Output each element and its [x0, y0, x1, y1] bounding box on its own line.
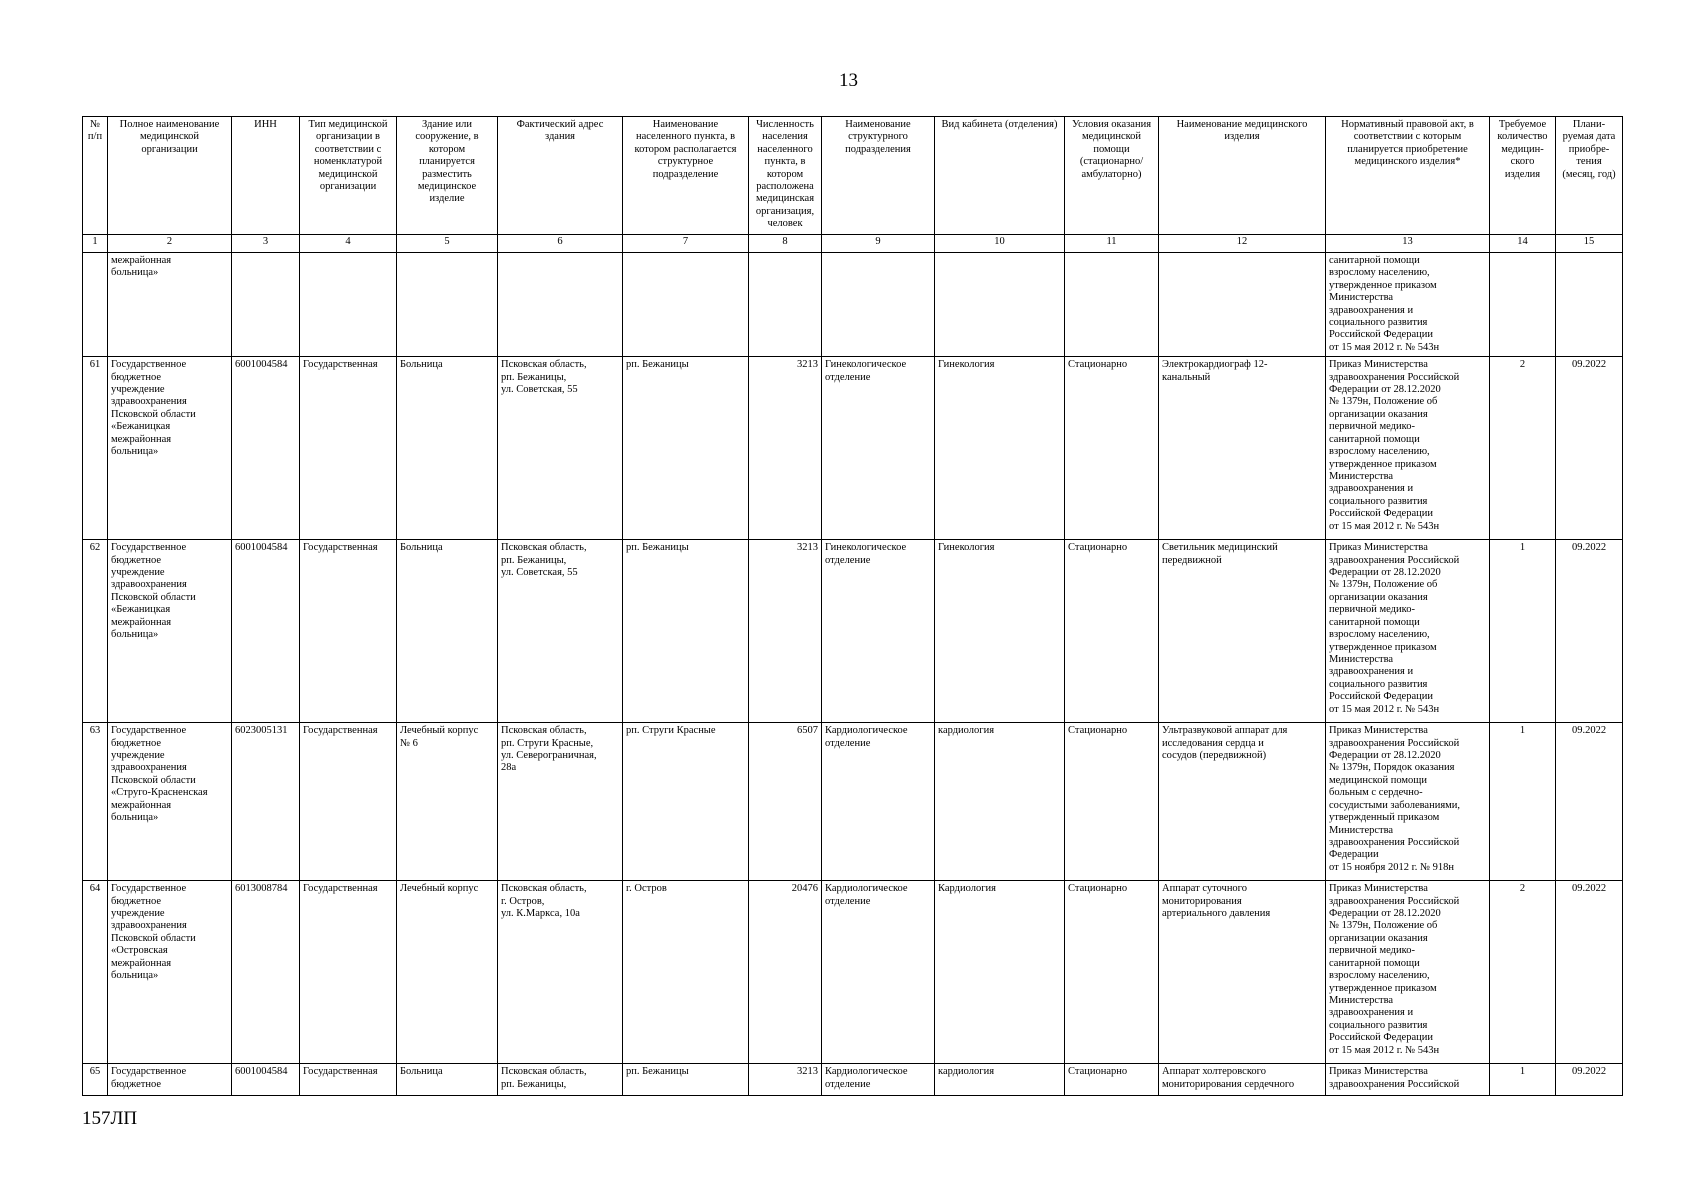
device-cell: Ультразвуковой аппарат для исследования сердца и сосудов (передвижной) — [1159, 723, 1326, 881]
table-row — [83, 357, 1623, 540]
org-name-cell: Государственное бюджетное — [108, 1064, 232, 1096]
header-cell: Наименование медицинского изделия — [1159, 117, 1326, 235]
address-cell: Псковская область, рп. Бежаницы, ул. Советская, 55 — [498, 357, 623, 540]
legal-act-cell: Приказ Министерства здравоохранения Российской Федерации от 28.12.2020 № 1379н, Порядок оказания медицинской помощи больным с сердечно- сосудистыми заболеваниями, утвержденный приказом Министерства здравоохранения Российской Федерации от 15 ноября 2012 г. № 918н — [1326, 723, 1490, 881]
population-cell: 6507 — [749, 723, 822, 881]
quantity-cell: 1 — [1490, 723, 1556, 881]
population-cell: 3213 — [749, 540, 822, 723]
row-number: 65 — [83, 1064, 108, 1096]
inn-cell: 6001004584 — [232, 357, 300, 540]
device-cell: Электрокардиограф 12- канальный — [1159, 357, 1326, 540]
header-row — [83, 117, 1623, 235]
header-cell: Тип медицинской организации в соответствии с номенклатурой медицинской организации — [300, 117, 397, 235]
column-number: 8 — [749, 235, 822, 253]
header-cell: Численность населения населенного пункта, в котором расположена медицинская организация, человек — [749, 117, 822, 235]
row-number: 61 — [83, 357, 108, 540]
org-name-cell: Государственное бюджетное учреждение здравоохранения Псковской области «Островская межрайонная больница» — [108, 881, 232, 1064]
date-cell: 09.2022 — [1556, 357, 1623, 540]
column-number: 11 — [1065, 235, 1159, 253]
locality-cell: г. Остров — [623, 881, 749, 1064]
legal-act-cell: Приказ Министерства здравоохранения Российской Федерации от 28.12.2020 № 1379н, Положение об организации оказания первичной медико- санитарной помощи взрослому населению, утвержденное приказом Министерства здравоохранения и социального развития Российской Федерации от 15 мая 2012 г. № 543н — [1326, 881, 1490, 1064]
building-cell: Больница — [397, 357, 498, 540]
unit-cell: Кардиологическое отделение — [822, 881, 935, 1064]
column-number: 6 — [498, 235, 623, 253]
conditions-cell: Стационарно — [1065, 540, 1159, 723]
date-cell: 09.2022 — [1556, 540, 1623, 723]
continuation-row — [83, 253, 1623, 357]
locality-cell: рп. Струги Красные — [623, 723, 749, 881]
org-type-cell: Государственная — [300, 881, 397, 1064]
address-cell: Псковская область, г. Остров, ул. К.Маркса, 10а — [498, 881, 623, 1064]
inn-cell: 6001004584 — [232, 1064, 300, 1096]
row-number: 62 — [83, 540, 108, 723]
header-cell: Нормативный правовой акт, в соответствии с которым планируется приобретение медицинского изделия* — [1326, 117, 1490, 235]
header-cell: Требуемое количество медицин-ского изделия — [1490, 117, 1556, 235]
header-cell: Наименование населенного пункта, в котором располагается структурное подразделение — [623, 117, 749, 235]
inn-cell: 6023005131 — [232, 723, 300, 881]
population-cell: 20476 — [749, 881, 822, 1064]
column-number: 10 — [935, 235, 1065, 253]
page-number: 13 — [839, 70, 858, 91]
cabinet-cell: кардиология — [935, 1064, 1065, 1096]
org-name-cell: Государственное бюджетное учреждение здравоохранения Псковской области «Бежаницкая межрайонная больница» — [108, 357, 232, 540]
column-number: 2 — [108, 235, 232, 253]
population-cell: 3213 — [749, 357, 822, 540]
quantity-cell: 1 — [1490, 1064, 1556, 1096]
column-number: 14 — [1490, 235, 1556, 253]
legal-act-cell: Приказ Министерства здравоохранения Российской Федерации от 28.12.2020 № 1379н, Положение об организации оказания первичной медико- санитарной помощи взрослому населению, утвержденное приказом Министерства здравоохранения и социального развития Российской Федерации от 15 мая 2012 г. № 543н — [1326, 540, 1490, 723]
column-number: 4 — [300, 235, 397, 253]
unit-cell: Гинекологическое отделение — [822, 540, 935, 723]
medical-equipment-table — [82, 116, 1623, 1096]
column-number: 3 — [232, 235, 300, 253]
date-cell: 09.2022 — [1556, 881, 1623, 1064]
column-number: 12 — [1159, 235, 1326, 253]
cabinet-cell: Кардиология — [935, 881, 1065, 1064]
legal-act-cell: Приказ Министерства здравоохранения Российской — [1326, 1064, 1490, 1096]
column-number: 7 — [623, 235, 749, 253]
population-cell: 3213 — [749, 1064, 822, 1096]
column-number: 5 — [397, 235, 498, 253]
address-cell: Псковская область, рп. Бежаницы, ул. Советская, 55 — [498, 540, 623, 723]
address-cell: Псковская область, рп. Бежаницы, — [498, 1064, 623, 1096]
conditions-cell: Стационарно — [1065, 881, 1159, 1064]
building-cell: Больница — [397, 540, 498, 723]
header-cell: Вид кабинета (отделения) — [935, 117, 1065, 235]
table-row — [83, 881, 1623, 1064]
inn-cell: 6013008784 — [232, 881, 300, 1064]
org-type-cell: Государственная — [300, 540, 397, 723]
document-code: 157ЛП — [82, 1108, 138, 1129]
column-number: 1 — [83, 235, 108, 253]
table-row — [83, 723, 1623, 881]
unit-cell: Кардиологическое отделение — [822, 1064, 935, 1096]
device-cell: Аппарат холтеровского мониторирования сердечного — [1159, 1064, 1326, 1096]
building-cell: Больница — [397, 1064, 498, 1096]
conditions-cell: Стационарно — [1065, 357, 1159, 540]
row-number: 63 — [83, 723, 108, 881]
building-cell: Лечебный корпус № 6 — [397, 723, 498, 881]
org-name-cell: Государственное бюджетное учреждение здравоохранения Псковской области «Бежаницкая межрайонная больница» — [108, 540, 232, 723]
legal-act-cell: санитарной помощи взрослому населению, утвержденное приказом Министерства здравоохранения и социального развития Российской Федерации от 15 мая 2012 г. № 543н — [1326, 253, 1490, 357]
quantity-cell: 2 — [1490, 881, 1556, 1064]
row-number: 64 — [83, 881, 108, 1064]
unit-cell: Кардиологическое отделение — [822, 723, 935, 881]
table-row — [83, 540, 1623, 723]
column-number-row — [83, 235, 1623, 253]
conditions-cell: Стационарно — [1065, 1064, 1159, 1096]
header-cell: Плани-руемая дата приобре-тения (месяц, год) — [1556, 117, 1623, 235]
org-type-cell: Государственная — [300, 723, 397, 881]
building-cell: Лечебный корпус — [397, 881, 498, 1064]
locality-cell: рп. Бежаницы — [623, 357, 749, 540]
column-number: 9 — [822, 235, 935, 253]
inn-cell: 6001004584 — [232, 540, 300, 723]
cabinet-cell: кардиология — [935, 723, 1065, 881]
org-type-cell: Государственная — [300, 357, 397, 540]
legal-act-cell: Приказ Министерства здравоохранения Российской Федерации от 28.12.2020 № 1379н, Положение об организации оказания первичной медико- санитарной помощи взрослому населению, утвержденное приказом Министерства здравоохранения и социального развития Российской Федерации от 15 мая 2012 г. № 543н — [1326, 357, 1490, 540]
quantity-cell: 2 — [1490, 357, 1556, 540]
column-number: 15 — [1556, 235, 1623, 253]
column-number: 13 — [1326, 235, 1490, 253]
device-cell: Светильник медицинский передвижной — [1159, 540, 1326, 723]
table-row — [83, 1064, 1623, 1096]
unit-cell: Гинекологическое отделение — [822, 357, 935, 540]
org-name-cell: Государственное бюджетное учреждение здравоохранения Псковской области «Струго-Красненская межрайонная больница» — [108, 723, 232, 881]
conditions-cell: Стационарно — [1065, 723, 1159, 881]
header-cell: Наименование структурного подразделения — [822, 117, 935, 235]
header-cell: Фактический адрес здания — [498, 117, 623, 235]
header-cell: Здание или сооружение, в котором планируется разместить медицинское изделие — [397, 117, 498, 235]
header-cell: № п/п — [83, 117, 108, 235]
device-cell: Аппарат суточного мониторирования артериального давления — [1159, 881, 1326, 1064]
locality-cell: рп. Бежаницы — [623, 540, 749, 723]
header-cell: Условия оказания медицинской помощи (стационарно/ амбулаторно) — [1065, 117, 1159, 235]
org-type-cell: Государственная — [300, 1064, 397, 1096]
org-name-cell: межрайонная больница» — [108, 253, 232, 357]
cabinet-cell: Гинекология — [935, 540, 1065, 723]
date-cell: 09.2022 — [1556, 723, 1623, 881]
date-cell: 09.2022 — [1556, 1064, 1623, 1096]
quantity-cell: 1 — [1490, 540, 1556, 723]
header-cell: Полное наименование медицинской организации — [108, 117, 232, 235]
address-cell: Псковская область, рп. Струги Красные, ул. Северограничная, 28а — [498, 723, 623, 881]
header-cell: ИНН — [232, 117, 300, 235]
cabinet-cell: Гинекология — [935, 357, 1065, 540]
locality-cell: рп. Бежаницы — [623, 1064, 749, 1096]
